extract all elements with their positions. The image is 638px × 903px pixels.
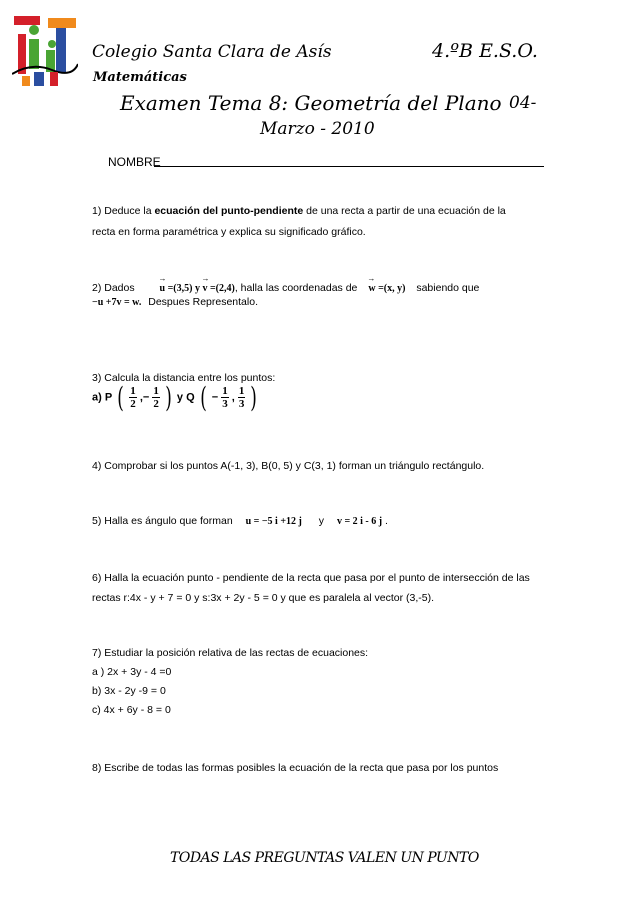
question-7-c: c) 4x + 6y - 8 = 0 xyxy=(92,704,171,716)
question-1: 1) Deduce la ecuación del punto-pendiente de una recta a partir de una ecuación de la xyxy=(92,205,506,217)
question-7-b: b) 3x - 2y -9 = 0 xyxy=(92,685,166,697)
fraction: $\frac{1}{2}$ xyxy=(130,385,136,410)
vector-v: → v xyxy=(202,283,207,294)
question-7: 7) Estudiar la posición relativa de las rectas de ecuaciones: xyxy=(92,647,369,659)
question-3: 3) Calcula la distancia entre los puntos: xyxy=(92,372,276,384)
key-term: ecuación del punto-pendiente xyxy=(154,205,304,217)
question-1-line2: recta en forma paramétrica y explica su significado gráfico. xyxy=(92,226,366,238)
vector-u-expression: u = −5 i +12 j xyxy=(245,516,302,527)
question-3-points: a) P ( $\frac{1}{2}$ ,− $\frac{1}{2}$ ) y Q ( − $\frac{1}{3}$ , $\frac{1}{3}$ ) xyxy=(92,381,258,414)
exam-title: Examen Tema 8: Geometría del Plano xyxy=(120,91,502,115)
name-line xyxy=(108,153,544,169)
question-7-a: a ) 2x + 3y - 4 =0 xyxy=(92,666,172,678)
question-5: 5) Halla es ángulo que forman u = −5 i +12 j y v = 2 i - 6 j . xyxy=(92,515,388,527)
question-2: 2) Dados → u =(3,5) y → v =(2,4), halla las coordenadas de → w =(x, y) sabiendo que xyxy=(92,282,479,294)
footer-note: TODAS LAS PREGUNTAS VALEN UN PUNTO xyxy=(170,850,479,866)
vector-v-expression: v = 2 i - 6 j xyxy=(336,516,383,527)
fraction: $\frac{1}{3}$ xyxy=(238,385,245,410)
question-6-line2: rectas r:4x - y + 7 = 0 y s:3x + 2y - 5 = 0 y que es paralela al vector (3,-5). xyxy=(92,592,434,604)
question-6: 6) Halla la ecuación punto - pendiente de la recta que pasa por el punto de intersección de las xyxy=(92,572,530,584)
vector-w: → w xyxy=(368,283,375,294)
question-4: 4) Comprobar si los puntos A(-1, 3), B(0, 5) y C(3, 1) forman un triángulo rectángulo. xyxy=(92,460,485,472)
exam-date-day: 04- xyxy=(509,93,537,113)
fraction: $\frac{1}{2}$ xyxy=(153,385,159,410)
vector-equation: −u +7v = w. xyxy=(92,297,142,308)
fraction: $\frac{1}{3}$ xyxy=(222,385,228,410)
question-2-line2: −u +7v = w. Despues Representalo. xyxy=(92,296,258,308)
school-logo xyxy=(12,14,78,90)
name-label: NOMBRE xyxy=(108,155,161,169)
exam-date-month: Marzo - 2010 xyxy=(260,119,375,139)
question-8: 8) Escribe de todas las formas posibles la ecuación de la recta que pasa por los puntos xyxy=(92,762,499,774)
name-input[interactable] xyxy=(154,166,544,167)
subject-label: Matemáticas xyxy=(93,70,187,85)
vector-u: → u xyxy=(160,283,166,294)
school-name: Colegio Santa Clara de Asís xyxy=(92,42,332,62)
course-label: 4.ºB E.S.O. xyxy=(432,40,538,62)
